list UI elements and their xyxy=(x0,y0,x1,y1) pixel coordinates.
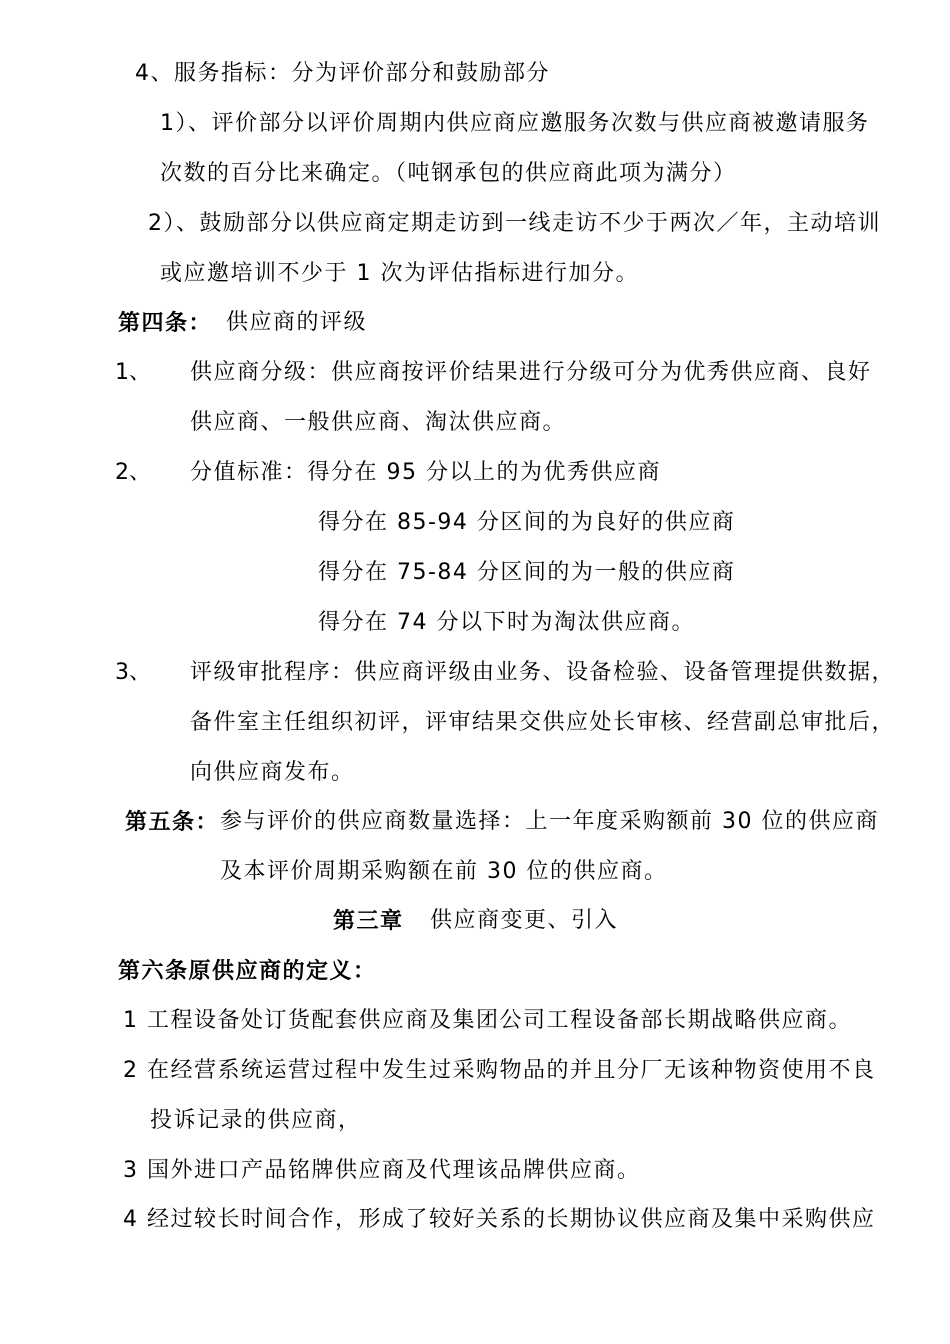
item-1-line2: 供应商、一般供应商、淘汰供应商。 xyxy=(190,410,567,435)
item-2-line4: 得分在 74 分以下时为淘汰供应商。 xyxy=(318,610,695,635)
definition-1: 1 工程设备处订货配套供应商及集团公司工程设备部长期战略供应商。 xyxy=(123,1008,852,1033)
article-4-title: 供应商的评级 xyxy=(226,310,368,335)
incentive-part-line1: 2）、鼓励部分以供应商定期走访到一线走访不少于两次／年，主动培训 xyxy=(148,211,881,236)
article-5-label: 第五条： xyxy=(125,809,220,835)
item-3-line3: 向供应商发布。 xyxy=(190,760,355,785)
incentive-part-line2: 或应邀培训不少于 1 次为评估指标进行加分。 xyxy=(160,261,639,286)
service-indicator-heading: 4、服务指标：分为评价部分和鼓励部分 xyxy=(135,61,550,86)
evaluation-part-line2: 次数的百分比来确定。（吨钢承包的供应商此项为满分） xyxy=(160,161,737,186)
definition-3: 3 国外进口产品铭牌供应商及代理该品牌供应商。 xyxy=(123,1158,641,1183)
article-5-line2: 及本评价周期采购额在前 30 位的供应商。 xyxy=(220,859,668,884)
definition-2-line1: 2 在经营系统运营过程中发生过采购物品的并且分厂无该种物资使用不良 xyxy=(123,1058,876,1083)
item-3-line1: 评级审批程序：供应商评级由业务、设备检验、设备管理提供数据， xyxy=(190,660,896,685)
chapter-3-title: 供应商变更、引入 xyxy=(430,908,619,933)
article-4-label: 第四条： xyxy=(118,310,213,336)
item-3-line2: 备件室主任组织初评，评审结果交供应处长审核、经营副总审批后， xyxy=(190,710,896,735)
item-2-number: 2、 xyxy=(115,460,151,485)
article-5-line1: 参与评价的供应商数量选择：上一年度采购额前 30 位的供应商 xyxy=(220,809,879,834)
definition-2-line2: 投诉记录的供应商， xyxy=(150,1108,362,1133)
item-3-number: 3、 xyxy=(115,660,151,685)
item-1-line1: 供应商分级：供应商按评价结果进行分级可分为优秀供应商、良好 xyxy=(190,360,872,385)
definition-4: 4 经过较长时间合作，形成了较好关系的长期协议供应商及集中采购供应 xyxy=(123,1207,876,1232)
item-2-line1: 分值标准：得分在 95 分以上的为优秀供应商 xyxy=(190,460,661,485)
item-1-number: 1、 xyxy=(115,360,151,385)
item-2-line2: 得分在 85-94 分区间的为良好的供应商 xyxy=(318,510,736,535)
chapter-3-label: 第三章 xyxy=(333,908,404,934)
evaluation-part-line1: 1）、评价部分以评价周期内供应商应邀服务次数与供应商被邀请服务 xyxy=(160,111,870,136)
item-2-line3: 得分在 75-84 分区间的为一般的供应商 xyxy=(318,560,736,585)
article-6-heading: 第六条原供应商的定义： xyxy=(118,958,377,984)
